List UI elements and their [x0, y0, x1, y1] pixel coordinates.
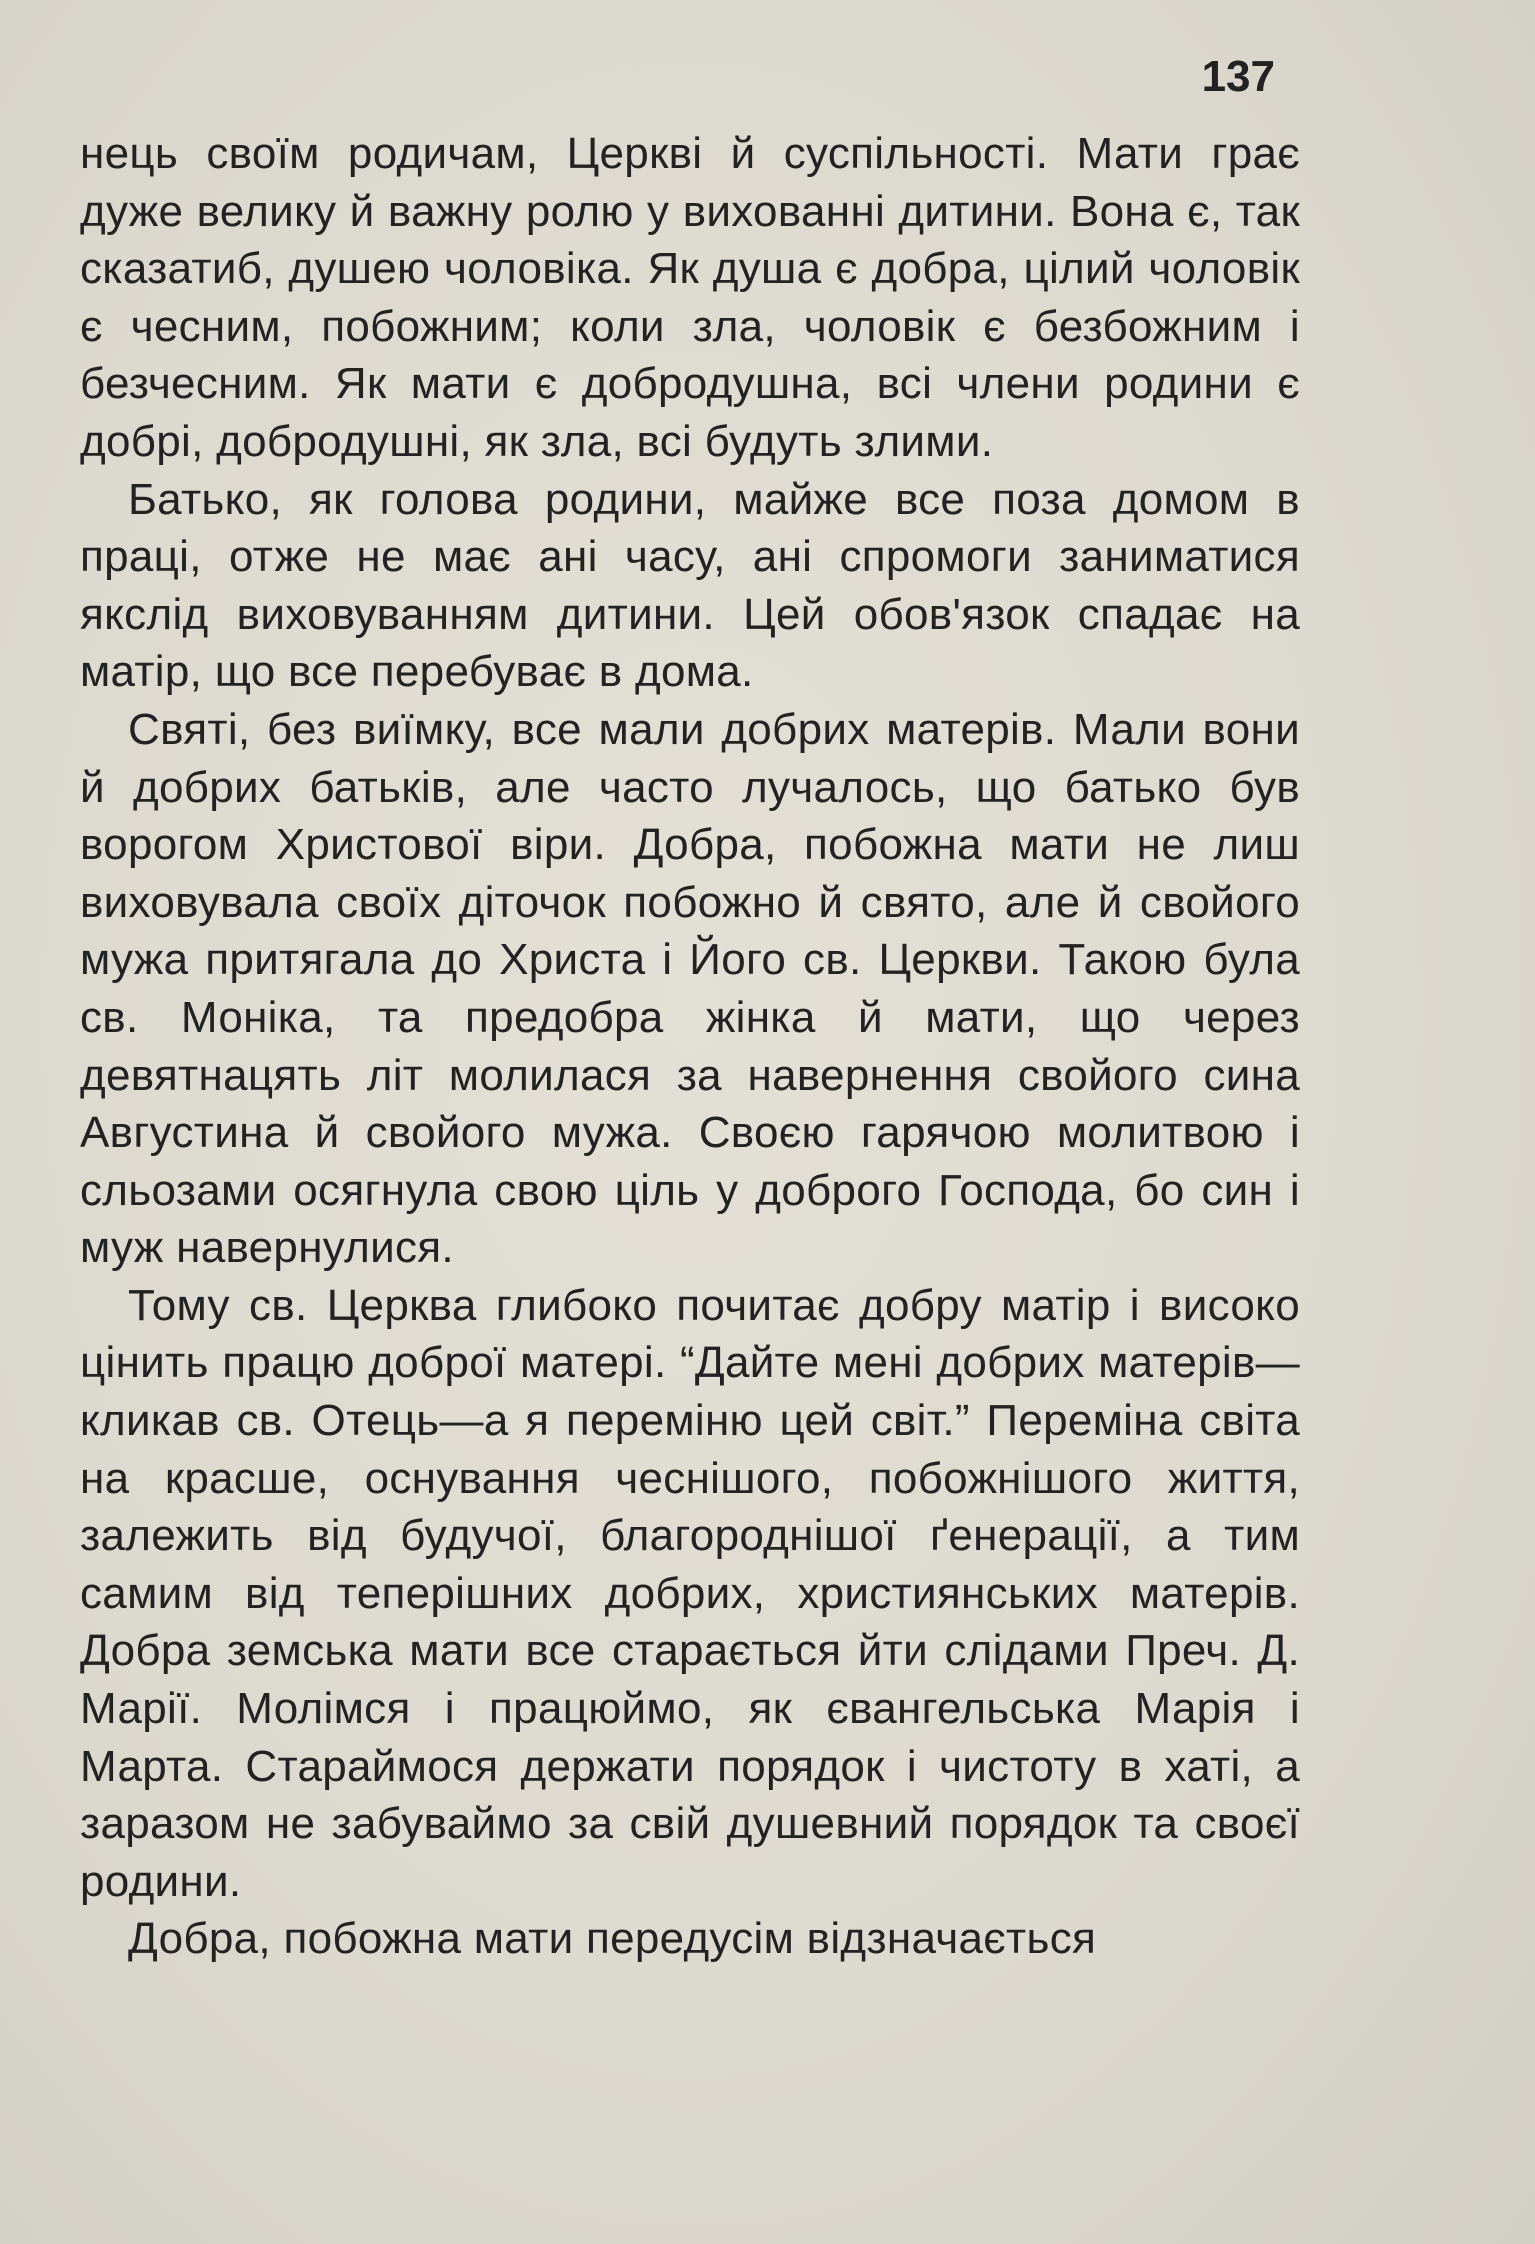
- body-text: [80, 125, 1300, 1968]
- paragraph-4: Тому св. Церква глибоко почитає добру матір і високо цінить працю доброї матері. “Дайте мені добрих матерів—кликав св. Отець—а я переміню цей світ.” Переміна світа на красше, оснування чеснішого, побожнішого життя, залежить від будучої, благороднішої ґенерації, а тим самим від теперішних добрих, християнських матерів. Добра земська мати все старається йти слідами Преч. Д. Марії. Молімся і працюймо, як євангельська Марія і Марта. Стараймося держати порядок і чистоту в хаті, а заразом не забуваймо за свій душевний порядок та своєї родини.: [80, 1280, 1300, 1906]
- paragraph-5: Добра, побожна мати передусім відзначається: [128, 1914, 1097, 1964]
- paragraph-3: Святі, без виїмку, все мали добрих матерів. Мали вони й добрих батьків, але часто лучалось, що батько був ворогом Христової віри. Добра, побожна мати не лиш виховувала своїх діточок побожно й свято, але й свойого мужа притягала до Христа і Його св. Церкви. Такою була св. Моніка, та предобра жінка й мати, що через девятнацять літ молилася за навернення свойого сина Августина й свойого мужа. Своєю гарячою молитвою і сльозами осягнула свою ціль у доброго Господа, бо син і муж навернулися.: [80, 704, 1300, 1273]
- paragraph-2: Батько, як голова родини, майже все поза домом в праці, отже не має ані часу, ані спромоги заниматися якслід виховуванням дитини. Цей обов'язок спадає на матір, що все перебуває в дома.: [80, 474, 1300, 697]
- paragraph-1: нець своїм родичам, Церкві й суспільності. Мати грає дуже велику й важну ролю у вихованні дитини. Вона є, так сказатиб, душею чоловіка. Як душа є добра, цілий чоловік є чесним, побожним; коли зла, чоловік є безбожним і безчесним. Як мати є добродушна, всі члени родини є добрі, добродушні, як зла, всі будуть злими.: [80, 129, 1300, 466]
- page-number: 137: [1201, 52, 1275, 101]
